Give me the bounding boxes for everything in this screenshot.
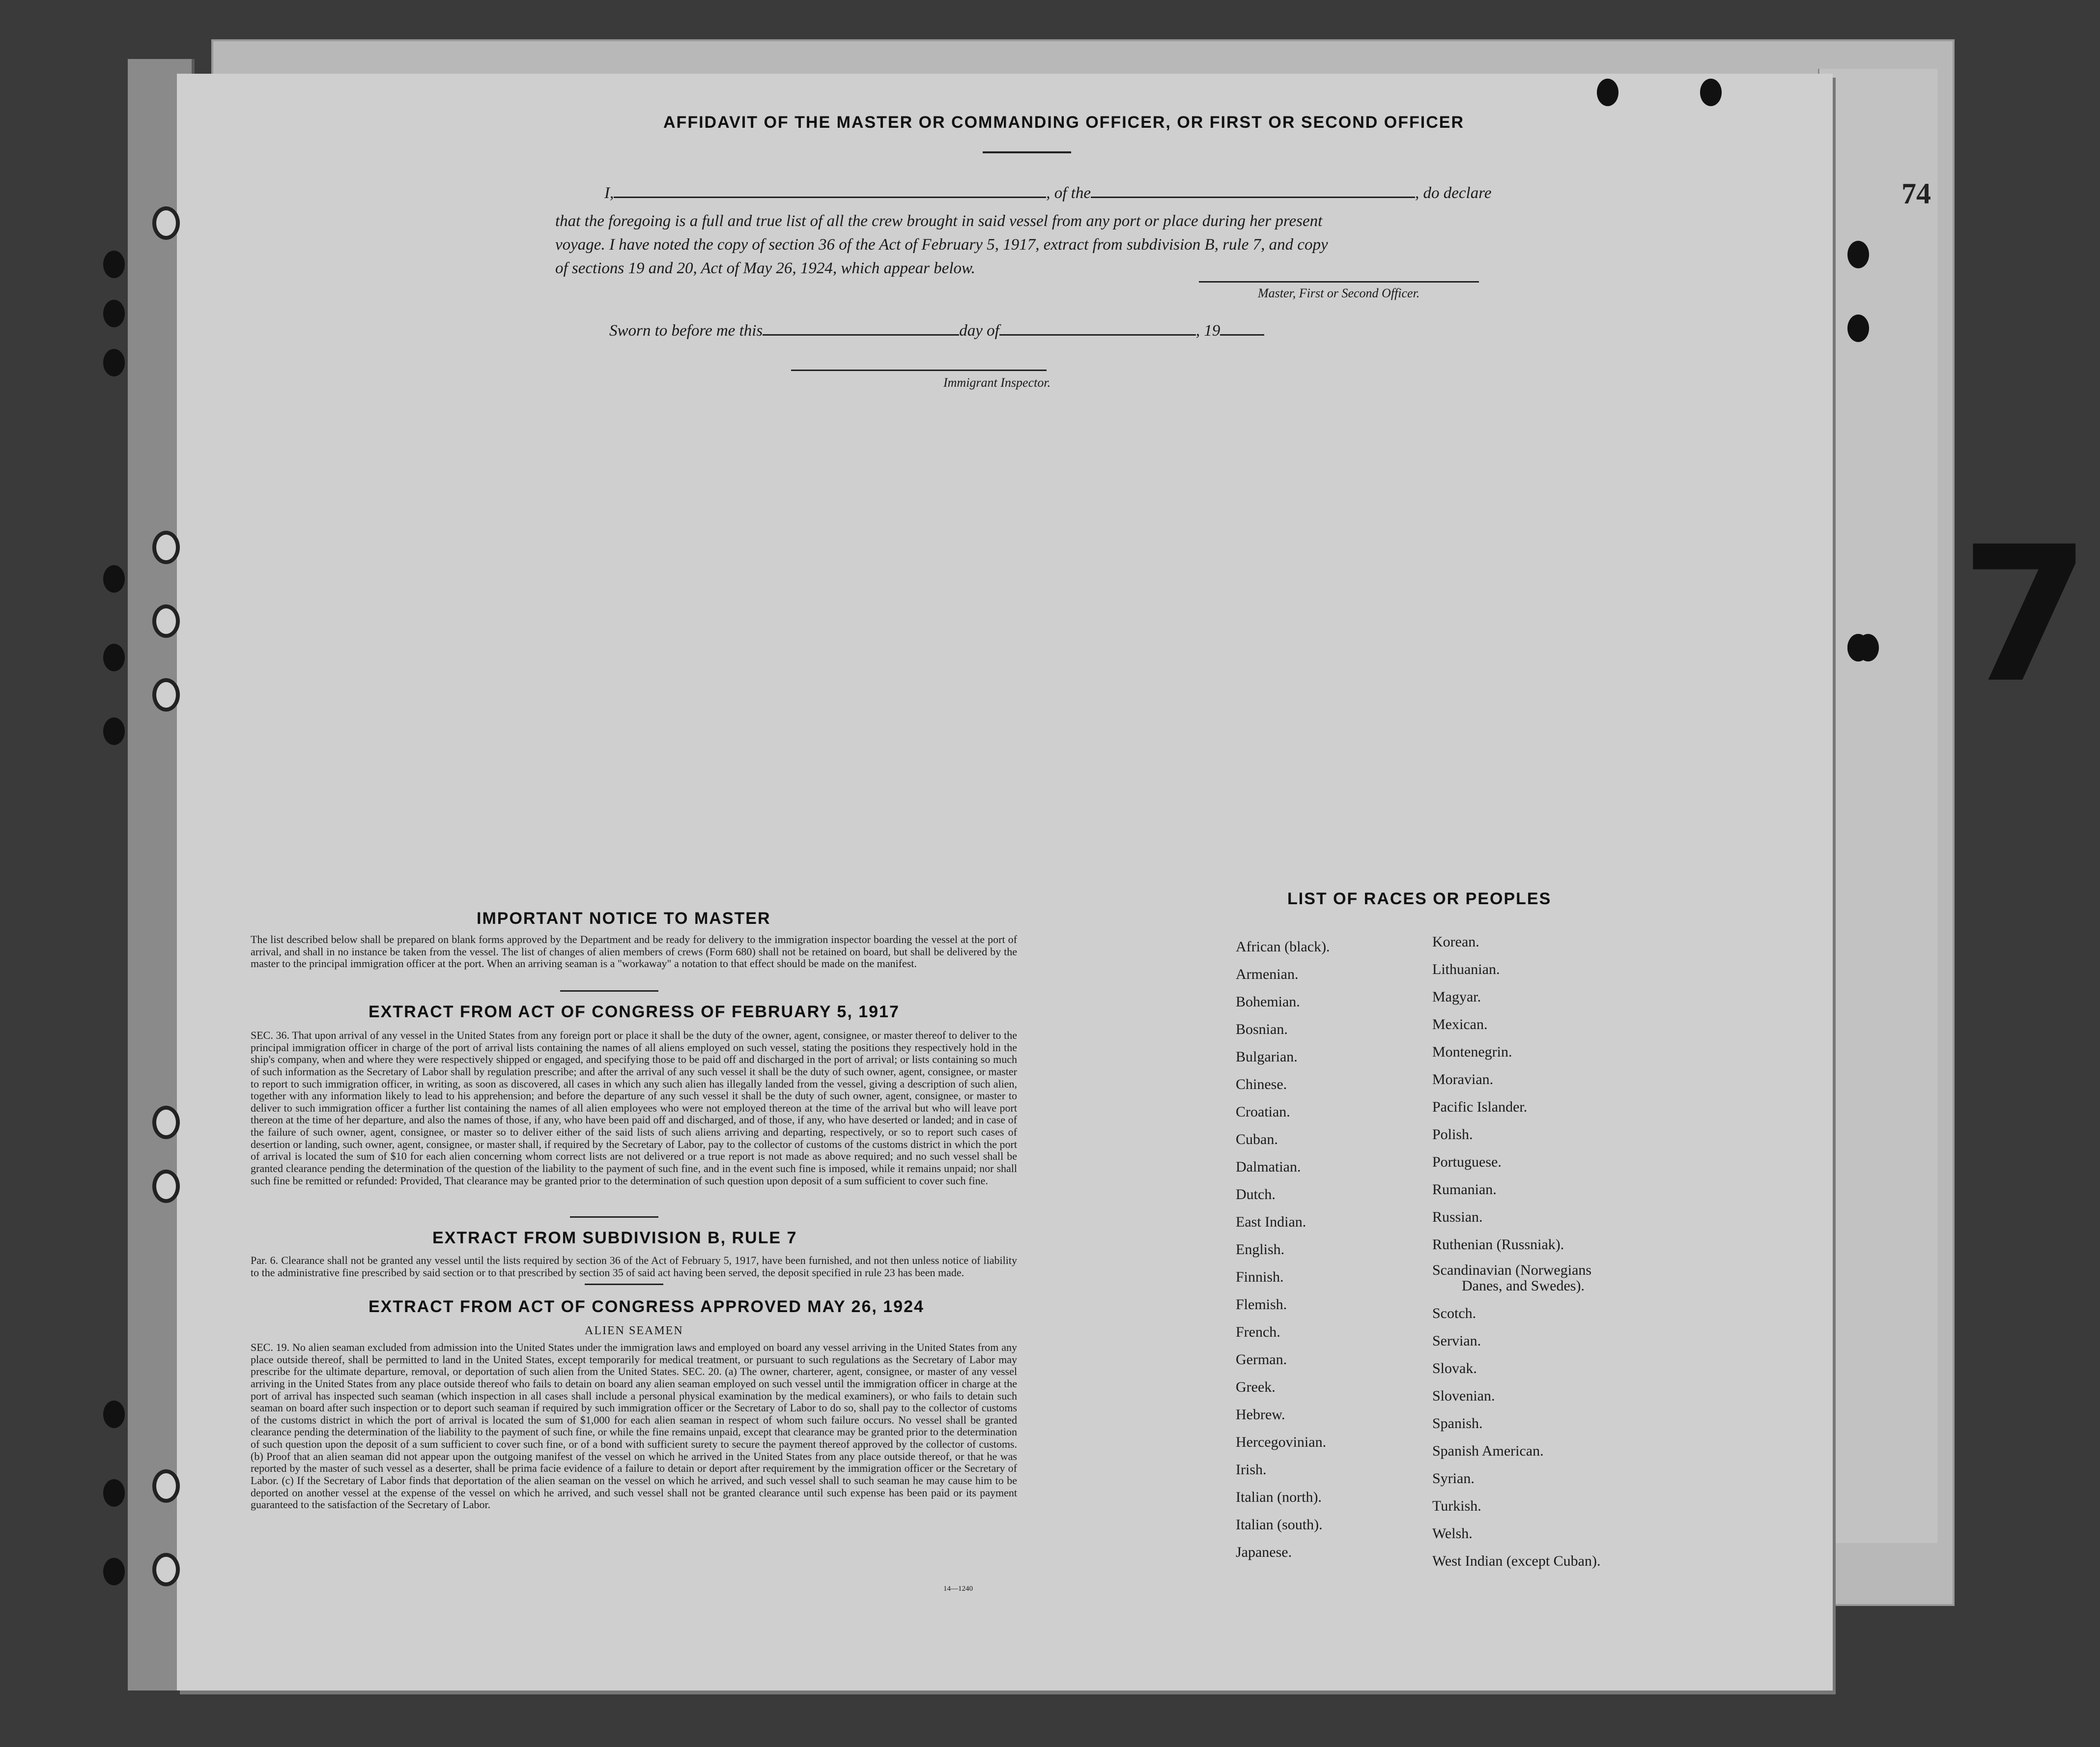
notice-text: The list described below shall be prepared on blank forms approved by the Department and be ready for delivery to the immigration inspector boarding the vessel at the port of arrival, and shall in no instance be taken from the vessel. The list of changes of alien members of crews (Form 680) shall not be retained on board, but shall be delivered by the master to the principal immigration officer at the port. When an arriving seaman is a "workaway" a notation to that effect should be made on the manifest. — [251, 933, 1017, 970]
vessel-blank — [1091, 197, 1415, 198]
punch-hole-icon — [1597, 79, 1618, 106]
race-item: Armenian. — [1236, 966, 1299, 982]
race-item: Croatian. — [1236, 1104, 1290, 1120]
section-rule — [585, 1284, 663, 1285]
sworn-year-blank — [1220, 334, 1264, 336]
sworn-line — [609, 322, 1264, 340]
handwritten-mark: 7 — [1960, 506, 2091, 724]
sworn-prefix: Sworn to before me this — [609, 322, 763, 340]
race-item: Irish. — [1236, 1461, 1267, 1478]
race-item: Italian (north). — [1236, 1489, 1322, 1505]
race-item: Spanish. — [1432, 1415, 1483, 1432]
punch-hole-icon — [152, 1106, 180, 1139]
notice-title: IMPORTANT NOTICE TO MASTER — [477, 909, 771, 928]
punch-hole-icon — [152, 678, 180, 712]
affidavit-declare: , do declare — [1415, 184, 1492, 202]
punch-hole-icon — [152, 1469, 180, 1503]
race-item: Slovak. — [1432, 1360, 1477, 1376]
race-item: Spanish American. — [1432, 1443, 1544, 1459]
race-item: Italian (south). — [1236, 1517, 1323, 1533]
extract-rule7-text: Par. 6. Clearance shall not be granted any vessel until the lists required by section 36 of the Act of February 5, 1917, have been furnished, and not then unless notice of liability to the administrative fine prescribed by said section or to that prescribed by section 35 of said act having been served, the deposit specified in rule 23 has been made. — [251, 1254, 1017, 1279]
race-item: Polish. — [1432, 1126, 1473, 1143]
alien-seamen-subtitle: ALIEN SEAMEN — [585, 1324, 683, 1337]
race-item: Finnish. — [1236, 1269, 1284, 1285]
race-item: Welsh. — [1432, 1525, 1473, 1542]
race-item: Scotch. — [1432, 1305, 1476, 1321]
section-rule — [560, 990, 658, 992]
sworn-day-blank — [763, 334, 959, 336]
extract-1924-text: SEC. 19. No alien seaman excluded from admission into the United States under the immigration laws and employed on board any vessel arriving in the United States from any place outside thereof, shall be permitted to land in the United States, except temporarily for medical treatment, or pursuant to such regulations as the Secretary of Labor may prescribe for the ultimate departure, removal, or deportation of such alien from the United States. SEC. 20. (a) The owner, charterer, agent, consignee, or master of any vessel arriving in the United States from any place outside thereof who fails to detain on board any alien seaman employed on such vessel until the immigration officer in charge at the port of arrival has inspected such seaman (which inspection in all cases shall include a personal physical examination by the medical examiners), or who fails to detain such seaman on board after such inspection or to deport such seaman if required by such immigration officer or the Secretary of Labor to do so, shall pay to the collector of customs of the customs district in which the port of arrival is located the sum of $1,000 for each alien seaman in respect of whom such failure occurs. No vessel shall be granted clearance pending the determination of the liability to the payment of such fine, or while the fine remains unpaid, except that clearance may be granted prior to the determination of such question upon the deposit of a sum sufficient to cover such fine, or of a bond with sufficient surety to secure the payment thereof approved by the collector of customs. (b) Proof that an alien seaman did not appear upon the outgoing manifest of the vessel on which he arrived in the United States from any place outside thereof, or that he was reported by the master of such vessel as a deserter, shall be prima facie evidence of a failure to detain or deport after requirement by the immigration officer or the Secretary of Labor. (c) If the Secretary of Labor finds that deportation of the alien seaman on the vessel on which he arrived, and such vessel shall to such seaman he may cause him to be deported on another vessel at the expense of the vessel on which he arrived, and such vessel shall not be granted clearance until such expense has been paid or its payment guaranteed to the satisfaction of the Secretary of Labor. — [251, 1341, 1017, 1511]
race-item: West Indian (except Cuban). — [1432, 1553, 1601, 1569]
affidavit-title: AFFIDAVIT OF THE MASTER OR COMMANDING OFFICER, OR FIRST OR SECOND OFFICER — [663, 113, 1464, 132]
form-sheet — [177, 74, 1833, 1690]
punch-hole-icon — [1847, 241, 1869, 268]
race-item: Scandinavian (Norwegians — [1432, 1262, 1592, 1278]
race-item: African (black). — [1236, 939, 1330, 955]
punch-hole-icon — [152, 604, 180, 638]
signature-label: Master, First or Second Officer. — [1258, 286, 1420, 300]
race-item: Flemish. — [1236, 1296, 1287, 1313]
section-rule — [570, 1216, 658, 1218]
races-title: LIST OF RACES OR PEOPLES — [1287, 889, 1552, 908]
punch-hole-icon — [103, 251, 125, 278]
name-blank — [614, 197, 1046, 198]
race-item: Magyar. — [1432, 989, 1481, 1005]
affidavit-i: I, — [604, 184, 614, 202]
punch-hole-icon — [103, 1558, 125, 1585]
punch-hole-icon — [103, 300, 125, 327]
race-item: German. — [1236, 1351, 1287, 1368]
race-item: Hercegovinian. — [1236, 1434, 1327, 1450]
sworn-year: , 19 — [1195, 322, 1220, 340]
race-item: Dutch. — [1236, 1186, 1276, 1203]
affidavit-line-3: voyage. I have noted the copy of section 36 of the Act of February 5, 1917, extract from subdivision B, rule 7, and copy — [555, 236, 1328, 254]
race-item: Hebrew. — [1236, 1406, 1285, 1423]
race-item: Dalmatian. — [1236, 1159, 1301, 1175]
sworn-month-blank — [999, 334, 1196, 336]
title-rule — [983, 151, 1071, 153]
race-item: Cuban. — [1236, 1131, 1278, 1147]
extract-1917-text: SEC. 36. That upon arrival of any vessel in the United States from any foreign port or place it shall be the duty of the owner, agent, consignee, or master thereof to deliver to the principal immigration officer in charge of the port of arrival lists containing the names of all aliens employed on such vessel, stating the positions they respectively hold in the ship's company, when and where they were respectively shipped or engaged, and specifying those to be paid off and discharged in the port of arrival; or lists containing so much of such information as the Secretary of Labor shall by regulation prescribe; and after the arrival of any such vessel it shall be the duty of such owner, agent, consignee, or master to report to such immigration officer, in writing, as soon as discovered, all cases in which any such alien has illegally landed from the vessel, giving a description of such alien, together with any information likely to lead to his apprehension; and before the departure of any such vessel it shall be the duty of such owner, agent, consignee, or master to deliver to such immigration officer a further list containing the names of all alien employees who were not employed thereon at the time of the arrival but who will leave port thereon at the time of her departure, and also the names of those, if any, who have been paid off and discharged, and of those, if any, who have deserted or landed; and in case of the failure of such owner, agent, consignee, or master so to deliver either of the said lists of such aliens arriving and departing, respectively, or so to report such cases of desertion or landing, such owner, agent, consignee, or master shall, if required by the Secretary of Labor, pay to the collector of customs of the customs district in which the port of arrival is located the sum of $10 for each alien concerning whom correct lists are not delivered or a true report is not made as above required; and no such vessel shall be granted clearance pending the determination of the question of the liability to the payment of such fine, and in the event such fine is imposed, while it remains unpaid; nor shall such fine be remitted or refunded: Provided, That clearance may be granted prior to the determination of such question upon deposit of a sum sufficient to cover such fine. — [251, 1029, 1017, 1187]
race-item: Rumanian. — [1432, 1181, 1497, 1198]
race-item: Syrian. — [1432, 1470, 1475, 1487]
extract-rule7-title: EXTRACT FROM SUBDIVISION B, RULE 7 — [432, 1229, 797, 1247]
punch-hole-icon — [1700, 79, 1722, 106]
race-item: Mexican. — [1432, 1016, 1488, 1032]
race-item: Portuguese. — [1432, 1154, 1502, 1170]
punch-hole-icon — [152, 531, 180, 564]
race-item: Ruthenian (Russniak). — [1432, 1236, 1564, 1253]
underlying-sheet-edge — [1818, 69, 1937, 1543]
race-item: Russian. — [1432, 1209, 1483, 1225]
sworn-day: day of — [959, 322, 999, 340]
punch-hole-icon — [1847, 315, 1869, 342]
extract-1924-title: EXTRACT FROM ACT OF CONGRESS APPROVED MAY 26, 1924 — [369, 1297, 924, 1316]
affidavit-line-4: of sections 19 and 20, Act of May 26, 1924, which appear below. — [555, 259, 975, 277]
race-item: Montenegrin. — [1432, 1044, 1512, 1060]
punch-hole-icon — [152, 1170, 180, 1203]
punch-hole-icon — [152, 206, 180, 240]
punch-hole-icon — [103, 349, 125, 376]
race-item: Pacific Islander. — [1432, 1099, 1528, 1115]
race-item: Greek. — [1236, 1379, 1276, 1395]
race-item: East Indian. — [1236, 1214, 1306, 1230]
punch-hole-icon — [103, 1479, 125, 1507]
race-item: Bosnian. — [1236, 1021, 1288, 1037]
race-item: French. — [1236, 1324, 1280, 1340]
page-number: 74 — [1901, 177, 1931, 210]
race-item: Korean. — [1432, 934, 1479, 950]
punch-hole-icon — [103, 1401, 125, 1428]
punch-hole-icon — [103, 644, 125, 671]
inspector-label: Immigrant Inspector. — [943, 375, 1051, 390]
affidavit-of: , of the — [1046, 184, 1091, 202]
race-item-continued: Danes, and Swedes). — [1462, 1278, 1585, 1294]
punch-hole-icon — [103, 565, 125, 593]
punch-hole-icon — [152, 1553, 180, 1586]
punch-hole-icon — [103, 717, 125, 745]
race-item: Chinese. — [1236, 1076, 1287, 1092]
extract-1917-title: EXTRACT FROM ACT OF CONGRESS OF FEBRUARY 5, 1917 — [369, 1002, 900, 1021]
race-item: Bohemian. — [1236, 994, 1300, 1010]
affidavit-line-1 — [604, 184, 1491, 202]
race-item: English. — [1236, 1241, 1285, 1258]
race-item: Bulgarian. — [1236, 1049, 1298, 1065]
form-number: 14—1240 — [943, 1585, 973, 1593]
race-item: Lithuanian. — [1432, 961, 1500, 977]
race-item: Japanese. — [1236, 1544, 1292, 1560]
race-item: Moravian. — [1432, 1071, 1494, 1088]
inspector-line — [791, 370, 1047, 371]
race-item: Slovenian. — [1432, 1388, 1495, 1404]
punch-hole-icon — [1857, 634, 1879, 661]
affidavit-line-2: that the foregoing is a full and true list of all the crew brought in said vessel from any port or place during her present — [555, 212, 1323, 230]
race-item: Turkish. — [1432, 1498, 1481, 1514]
race-item: Servian. — [1432, 1333, 1481, 1349]
signature-line — [1199, 281, 1479, 283]
